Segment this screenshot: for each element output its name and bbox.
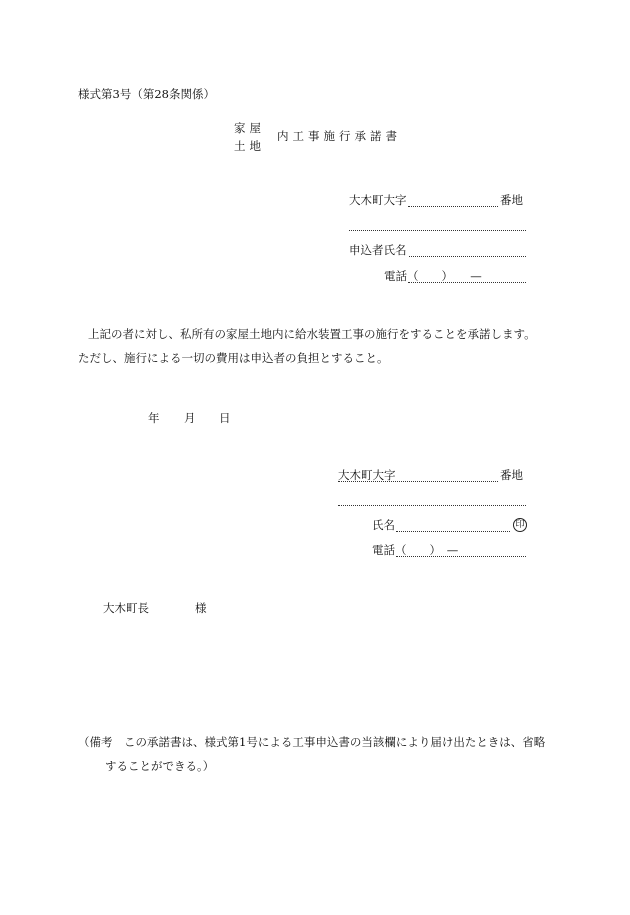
owner-phone-line[interactable]: [396, 556, 526, 557]
applicant-name-label: 申込者氏名: [349, 243, 407, 257]
title-main: 内工事施行承諾書: [277, 129, 401, 143]
date-year: 年: [148, 411, 160, 425]
body-line-1: 上記の者に対し、私所有の家屋土地内に給水装置工事の施行をすることを承諾します。: [88, 327, 536, 341]
applicant-address-line-2[interactable]: [349, 230, 526, 231]
owner-name-label: 氏名: [372, 518, 395, 532]
owner-name-line[interactable]: [396, 531, 510, 532]
note-line-2: することができる。）: [105, 759, 215, 773]
owner-address-prefix: 大木町大字: [338, 468, 396, 482]
owner-phone-label: 電話（ ） —: [372, 543, 459, 557]
seal-icon: 印: [513, 518, 527, 532]
note-line-1: （備考 この承諾書は、様式第1号による工事申込書の当該欄により届け出たときは、省略: [78, 735, 546, 749]
date-day: 日: [219, 411, 231, 425]
applicant-address-line[interactable]: [408, 206, 498, 207]
applicant-phone-line[interactable]: [408, 282, 526, 283]
addressee-name: 大木町長: [103, 601, 149, 615]
applicant-phone-label: 電話（ ） —: [384, 269, 482, 283]
applicant-name-line[interactable]: [409, 256, 526, 257]
title-stack-bottom: 土地: [234, 139, 265, 153]
body-line-2: ただし、施行による一切の費用は申込者の負担とすること。: [78, 351, 389, 365]
applicant-address-suffix: 番地: [500, 193, 523, 207]
owner-address-line[interactable]: [338, 481, 498, 482]
addressee-honorific: 様: [195, 601, 207, 615]
date-month: 月: [184, 411, 196, 425]
title-stack-top: 家屋: [234, 121, 265, 135]
owner-address-suffix: 番地: [500, 468, 523, 482]
seal-mark: [513, 516, 527, 532]
form-number: 様式第3号（第28条関係）: [78, 87, 215, 101]
owner-address-line-2[interactable]: [338, 505, 526, 506]
applicant-address-prefix: 大木町大字: [349, 193, 407, 207]
